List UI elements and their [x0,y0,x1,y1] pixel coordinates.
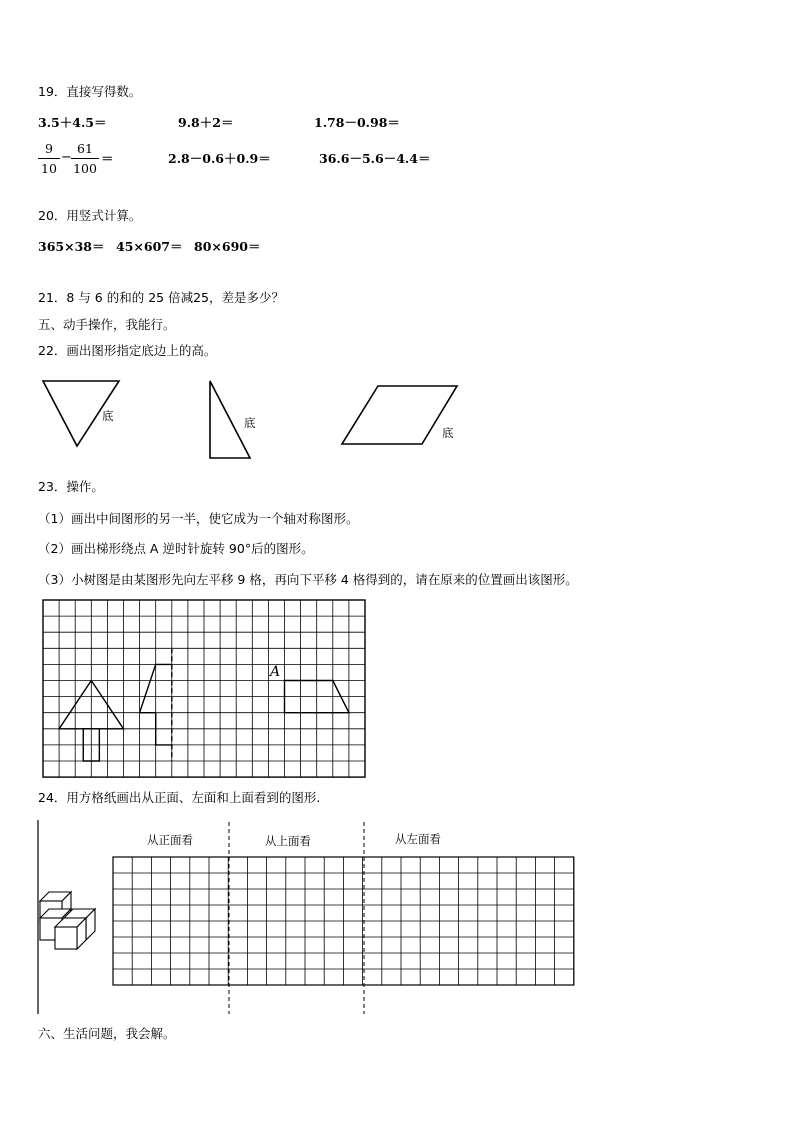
fraction-denominator: 100 [73,161,97,176]
q19-item-3: 1.78－0.98＝ [314,115,400,130]
fraction-numerator: 61 [77,141,93,156]
minus-sign: − [61,150,72,165]
q20-item-2: 45×607＝ [116,239,183,254]
view-top-label: 从上面看 [265,834,311,848]
q23-sub-1: （1）画出中间图形的另一半，使它成为一个轴对称图形。 [38,511,359,526]
q24-title: 24．用方格纸画出从正面、左面和上面看到的图形. [38,790,321,805]
q19-item-6: 36.6－5.6－4.4＝ [319,151,431,166]
base-label-1: 底 [102,409,114,423]
q21-text: 21．8 与 6 的和的 25 倍减25，差是多少？ [38,290,284,305]
q20-title: 20．用竖式计算。 [38,208,142,223]
q22-title: 22．画出图形指定底边上的高。 [38,343,217,358]
section-6-title: 六、生活问题，我会解。 [38,1026,176,1041]
fraction-equals: ＝ [101,151,114,166]
q23-sub-2: （2）画出梯形绕点 A 逆时针旋转 90°后的图形。 [38,541,314,556]
cube [55,918,86,949]
q19-item-1: 3.5＋4.5＝ [38,115,107,130]
q19-item-2: 9.8＋2＝ [178,115,234,130]
q20-item-1: 365×38＝ [38,239,105,254]
q23-sub-3: （3）小树图是由某图形先向左平移 9 格，再向下平移 4 格得到的，请在原来的位置画出该图形。 [38,572,578,587]
q20-item-3: 80×690＝ [194,239,261,254]
q19-item-5: 2.8－0.6＋0.9＝ [168,151,271,166]
q23-title: 23．操作。 [38,479,104,494]
fraction-numerator: 9 [45,141,53,156]
fraction-denominator: 10 [41,161,57,176]
base-label-2: 底 [244,416,256,430]
view-left-label: 从左面看 [395,832,441,846]
q19-title: 19．直接写得数。 [38,84,142,99]
view-front-label: 从正面看 [147,833,193,847]
base-label-3: 底 [442,426,454,440]
cube-front-face [55,927,77,949]
section-5-title: 五、动手操作，我能行。 [38,317,176,332]
point-a-label: A [270,664,281,680]
